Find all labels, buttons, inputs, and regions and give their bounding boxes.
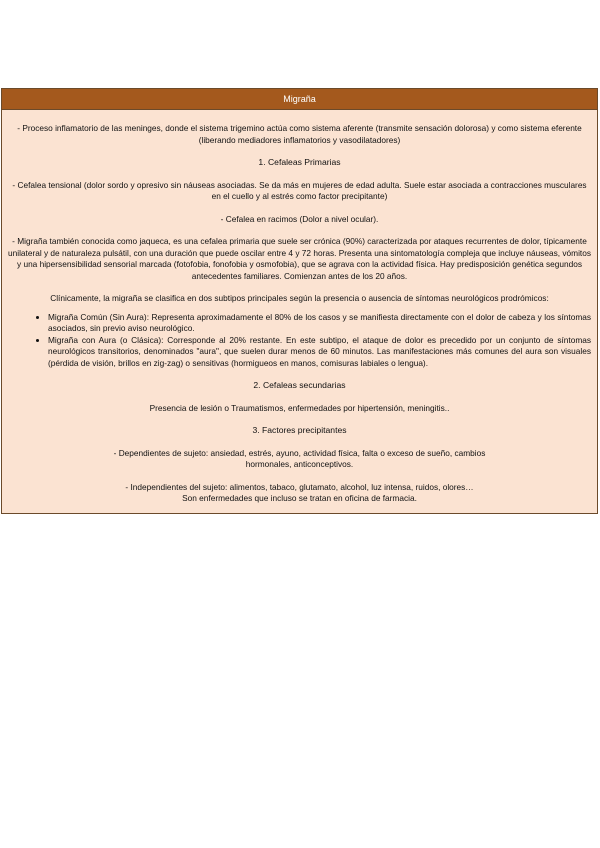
intro-text: - Proceso inflamatorio de las meninges, donde el sistema trigemino actúa como sistema aferente (transmite sensación dolorosa) y como sistema eferente (liberando mediadores inflamatorios y vasodilatadores) [17, 123, 582, 145]
section-heading-primarias: 1. Cefaleas Primarias [258, 157, 341, 167]
subtype-list [8, 312, 591, 370]
factores-independientes-line2: Son enfermedades que incluso se tratan en oficina de farmacia. [182, 493, 417, 503]
migraine-card [1, 88, 598, 514]
cefalea-tensional-text: - Cefalea tensional (dolor sordo y opresivo sin náuseas asociadas. Se da más en mujeres de edad adulta. Suele estar asociada a contracciones musculares en el cuello y al estrés como factor precipitante) [12, 179, 587, 201]
card-title: Migraña [2, 89, 597, 110]
factores-independientes-line1: - Independientes del sujeto: alimentos, tabaco, glutamato, alcohol, luz intensa, ruidos, olores… [125, 481, 474, 492]
card-body [2, 110, 597, 513]
migrana-description: - Migraña también conocida como jaqueca, es una cefalea primaria que suele ser crónica (90%) caracterizada por ataques recurrentes de dolor, típicamente unilateral y de naturaleza pulsátil, con una duración que puede oscilar entre 4 y 72 horas. Presenta una sintomatología compleja que incluye náuseas, vómitos y una hipersensibilidad sensorial marcada (fotofobia, fonofobia y osmofobia), que se agrava con la actividad física. Hay predisposición genética segundos antecedentes familiares. Comienzan antes de los 20 años. [8, 236, 591, 281]
section-heading-factores: 3. Factores precipitantes [252, 425, 347, 435]
cefalea-racimos-text: - Cefalea en racimos (Dolor a nivel ocular). [220, 213, 379, 224]
factores-dependientes-line2: hormonales, anticonceptivos. [245, 459, 354, 469]
clasificacion-text: Clínicamente, la migraña se clasifica en dos subtipos principales según la presencia o ausencia de síntomas neurológicos prodrómicos: [50, 293, 549, 303]
list-item: • Migraña con Aura (o Clásica): Corresponde al 20% restante. En este subtipo, el ataque de dolor es precedido por un conjunto de síntomas neurológicos transitorios, denominados "aura", que suelen durar menos de 60 minutos. Las manifestaciones más comunes del aura son visuales (pérdida de visión, brillos en zig-zag) o sensitivas (hormigueos en manos, comisuras labiales o lengua). [48, 335, 591, 370]
list-item: • Migraña Común (Sin Aura): Representa aproximadamente el 80% de los casos y se manifiesta directamente con el dolor de cabeza y los síntomas asociados, sin previo aviso neurológico. [48, 312, 591, 335]
section-heading-secundarias: 2. Cefaleas secundarias [253, 380, 346, 390]
secundarias-text: Presencia de lesión o Traumatismos, enfermedades por hipertensión, meningitis.. [149, 402, 450, 413]
factores-dependientes-line1: - Dependientes de sujeto: ansiedad, estrés, ayuno, actividad física, falta o exceso de sueño, cambios [113, 447, 486, 458]
